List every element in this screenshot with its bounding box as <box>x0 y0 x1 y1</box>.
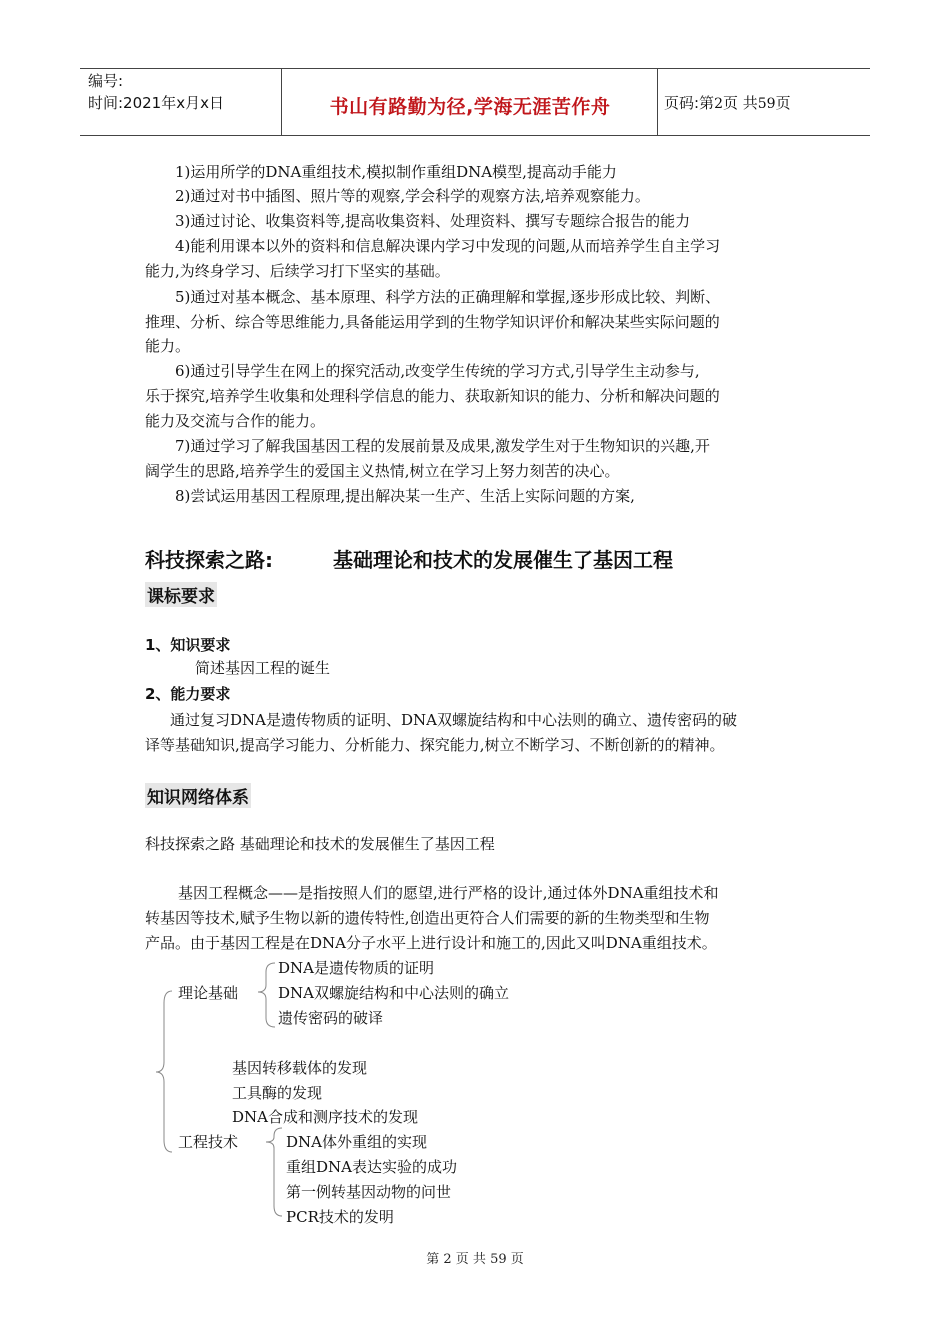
ability-requirement-line: 通过复习DNA是遗传物质的证明、DNA双螺旋结构和中心法则的确立、遗传密码的破 <box>170 711 737 729</box>
goal-line: 4)能利用课本以外的资料和信息解决课内学习中发现的问题,从而培养学生自主学习 <box>175 237 721 255</box>
header-page-total: 59 <box>757 96 776 112</box>
network-heading: 知识网络体系 <box>145 783 251 808</box>
tree-engineering-item: PCR技术的发明 <box>286 1208 394 1226</box>
concept-line: 转基因等技术,赋予生物以新的遗传特性,创造出更符合人们需要的新的生物类型和生物 <box>145 909 710 927</box>
engineering-bracket <box>266 1128 282 1216</box>
tree-middle-item: 基因转移载体的发现 <box>232 1059 368 1077</box>
curriculum-heading: 课标要求 <box>145 582 217 607</box>
footer-prefix: 第 <box>426 1252 440 1267</box>
tree-engineering-item: DNA体外重组的实现 <box>286 1133 427 1151</box>
concept-line: 基因工程概念——是指按照人们的愿望,进行严格的设计,通过体外DNA重组技术和 <box>178 884 719 902</box>
goal-line: 乐于探究,培养学生收集和处理科学信息的能力、获取新知识的能力、分析和解决问题的 <box>145 387 720 405</box>
outer-bracket <box>156 991 172 1152</box>
goal-line: 7)通过学习了解我国基因工程的发展前景及成果,激发学生对于生物知识的兴趣,开 <box>175 437 710 455</box>
tree-engineering-item: 重组DNA表达实验的成功 <box>286 1158 457 1176</box>
header-page-prefix: 页码:第 <box>664 94 715 112</box>
footer-page: 2 <box>443 1252 452 1267</box>
knowledge-requirement-label: 1、知识要求 <box>145 636 231 654</box>
knowledge-requirement-text: 简述基因工程的诞生 <box>195 659 331 677</box>
ability-requirement-line: 译等基础知识,提高学习能力、分析能力、探究能力,树立不断学习、不断创新的的精神。 <box>145 736 725 754</box>
goal-line: 1)运用所学的DNA重组技术,模拟制作重组DNA模型,提高动手能力 <box>175 163 617 181</box>
tree-engineering-item: 第一例转基因动物的问世 <box>286 1183 452 1201</box>
tree-theory-item: DNA双螺旋结构和中心法则的确立 <box>278 984 509 1002</box>
goal-line: 5)通过对基本概念、基本原理、科学方法的正确理解和掌握,逐步形成比较、判断、 <box>175 288 721 306</box>
header-page-mid: 页 共 <box>722 94 758 112</box>
header-page-number: 2 <box>714 96 723 112</box>
footer-suffix: 页 <box>510 1252 524 1267</box>
header-number: 编号: <box>88 72 124 90</box>
goal-line: 6)通过引导学生在网上的探究活动,改变学生传统的学习方式,引导学生主动参与, <box>175 362 700 380</box>
goal-line: 8)尝试运用基因工程原理,提出解决某一生产、生活上实际问题的方案, <box>175 487 635 505</box>
header-motto: 书山有路勤为径,学海无涯苦作舟 <box>329 96 611 118</box>
concept-line: 产品。由于基因工程是在DNA分子水平上进行设计和施工的,因此又叫DNA重组技术。 <box>145 934 717 952</box>
header-page-suffix: 页 <box>775 94 791 112</box>
tree-theory-item: DNA是遗传物质的证明 <box>278 959 434 977</box>
goal-line: 阔学生的思路,培养学生的爱国主义热情,树立在学习上努力刻苦的决心。 <box>145 462 620 480</box>
goal-line: 2)通过对书中插图、照片等的观察,学会科学的观察方法,培养观察能力。 <box>175 187 650 205</box>
tree-theory-item: 遗传密码的破译 <box>278 1009 384 1027</box>
footer-total: 59 <box>490 1252 507 1267</box>
page-footer <box>0 1248 950 1267</box>
header-time: 时间:2021年x月x日 <box>88 94 224 112</box>
tree-engineering-label: 工程技术 <box>178 1133 239 1151</box>
ability-requirement-label: 2、能力要求 <box>145 685 231 703</box>
goal-line: 能力,为终身学习、后续学习打下坚实的基础。 <box>145 262 450 280</box>
tree-theory-label: 理论基础 <box>178 984 239 1002</box>
goal-line: 能力及交流与合作的能力。 <box>145 412 326 430</box>
tree-middle-item: DNA合成和测序技术的发现 <box>232 1108 418 1126</box>
section-title-left: 科技探索之路: <box>145 548 273 572</box>
goal-line: 推理、分析、综合等思维能力,具备能运用学到的生物学知识评价和解决某些实际问题的 <box>145 313 720 331</box>
tree-middle-item: 工具酶的发现 <box>232 1084 323 1102</box>
goal-line: 能力。 <box>145 337 191 355</box>
goal-line: 3)通过讨论、收集资料等,提高收集资料、处理资料、撰写专题综合报告的能力 <box>175 212 691 230</box>
section-title-right: 基础理论和技术的发展催生了基因工程 <box>333 548 673 572</box>
theory-bracket <box>258 963 275 1027</box>
network-subtitle: 科技探索之路 基础理论和技术的发展催生了基因工程 <box>145 835 495 853</box>
footer-mid: 页 共 <box>455 1252 486 1267</box>
